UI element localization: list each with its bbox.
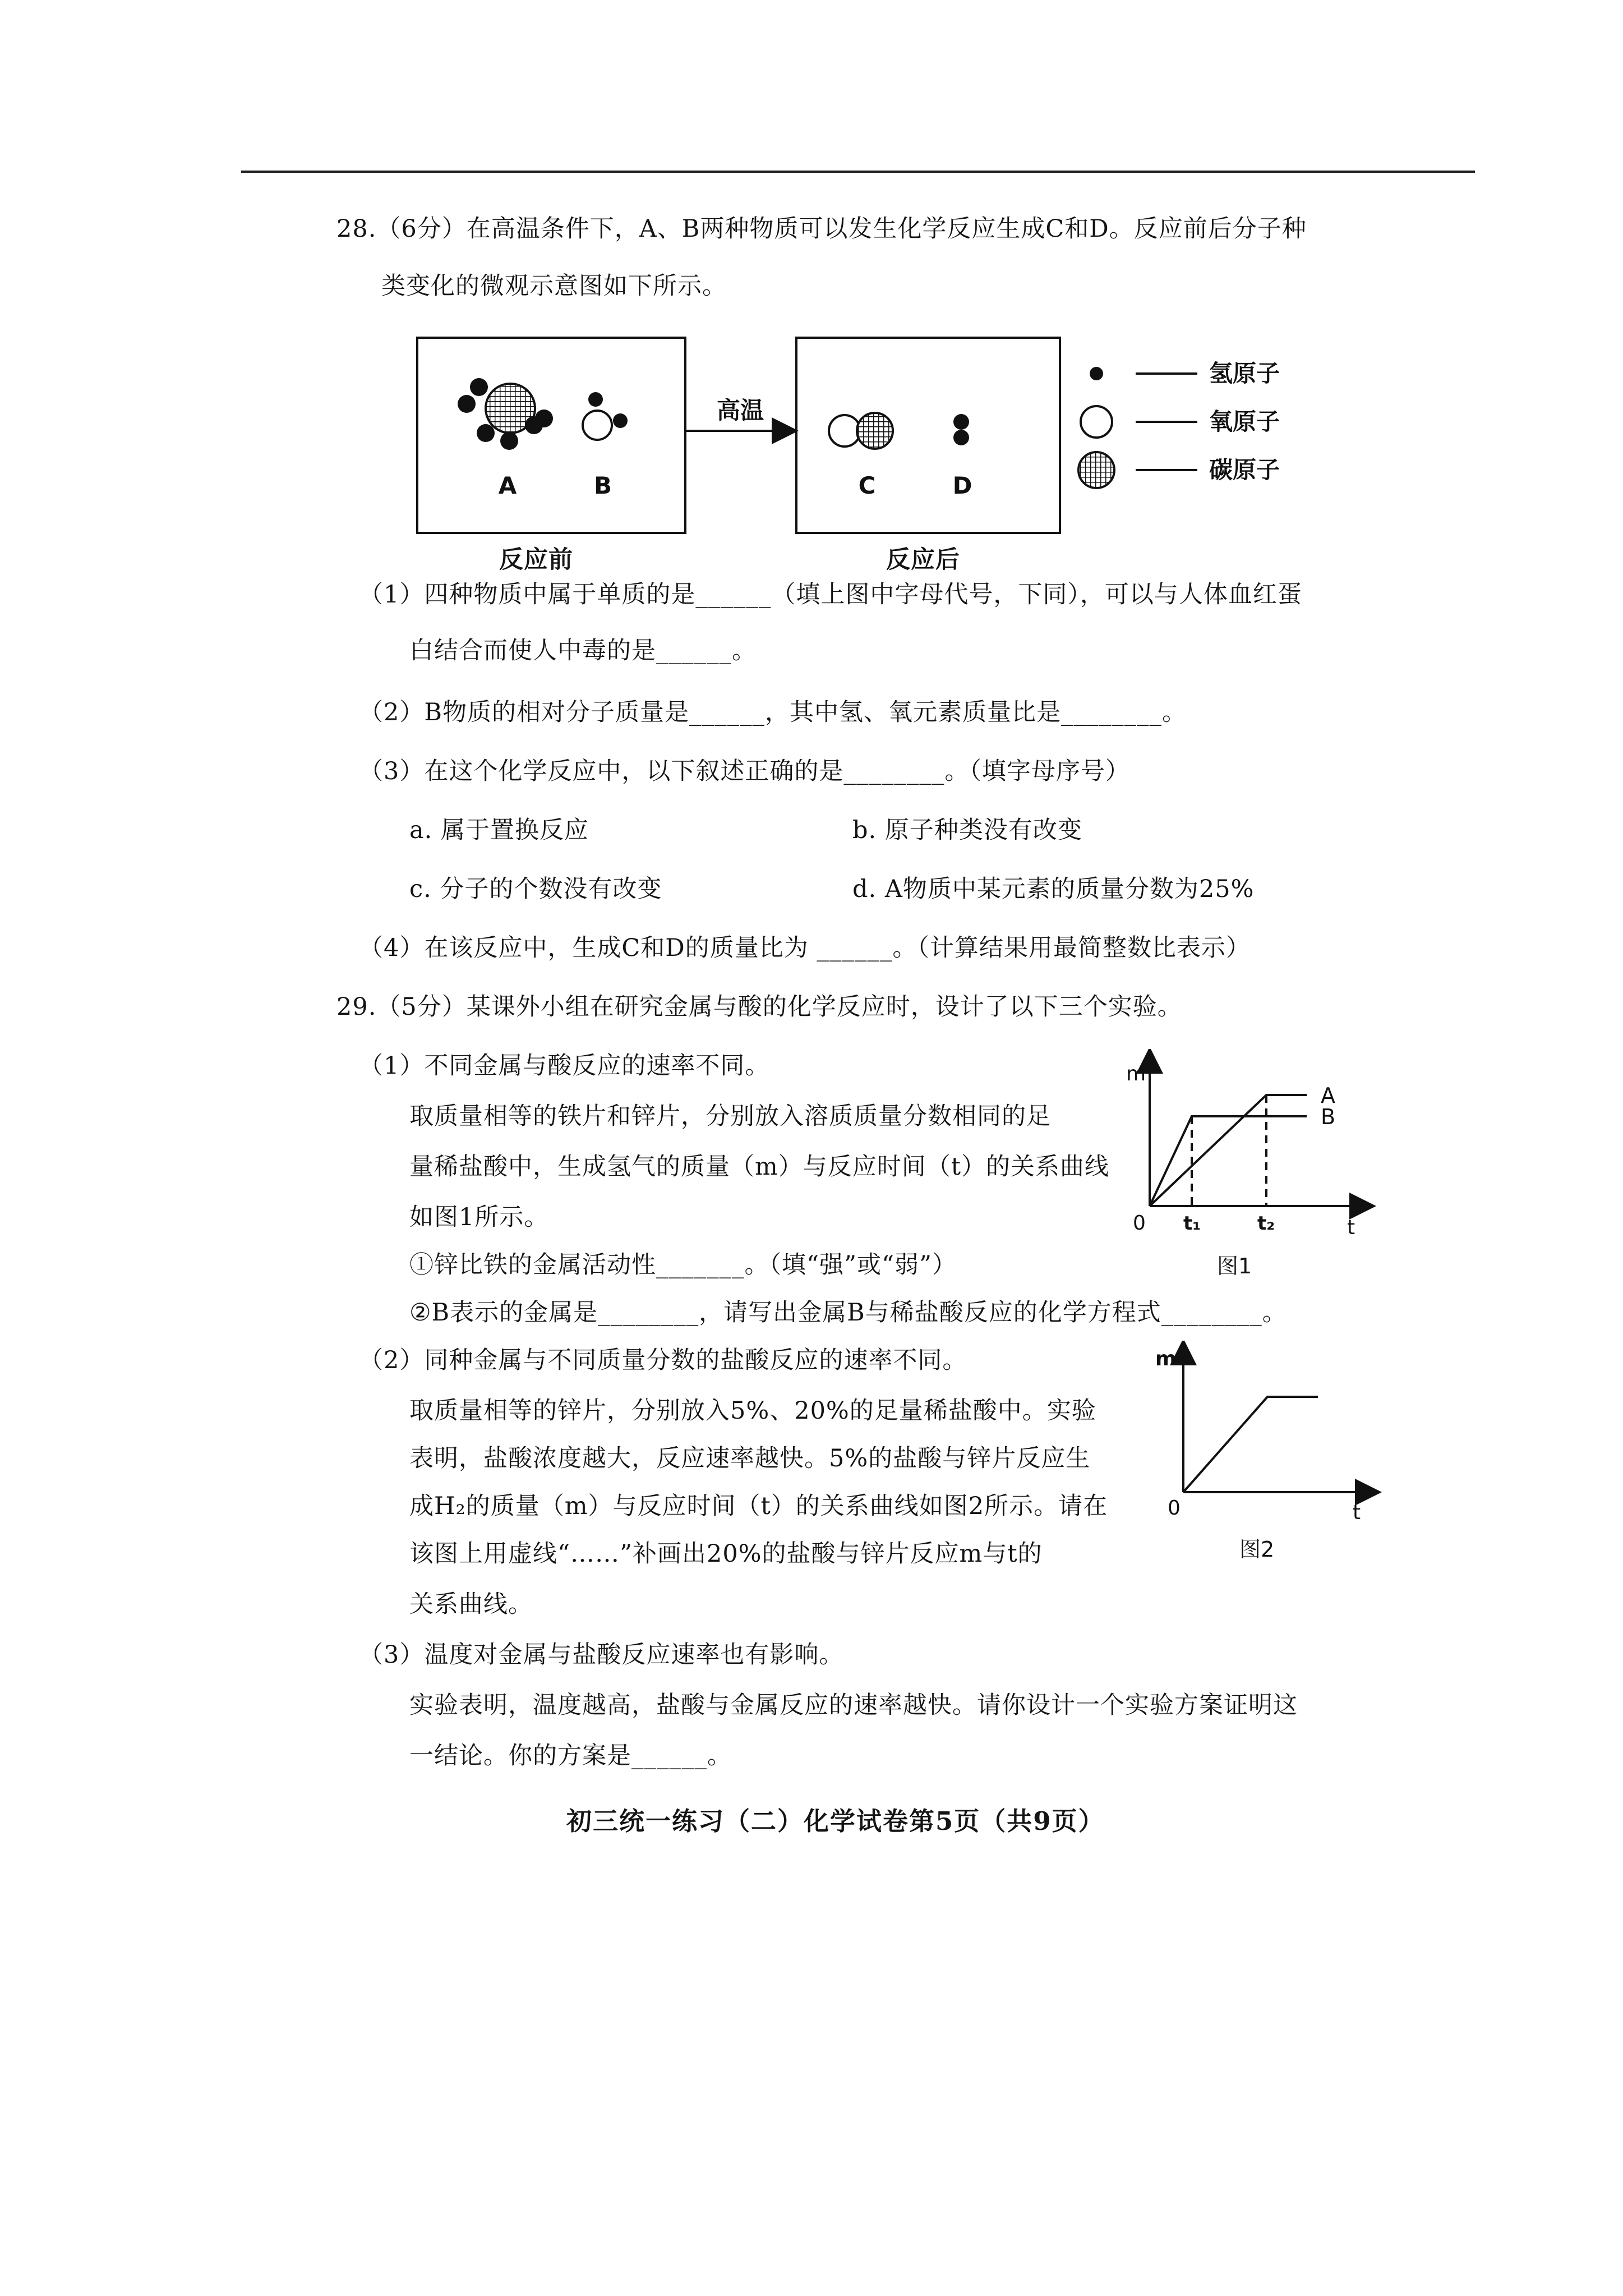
arrow-label: 高温 [716,397,764,424]
label-d: D [952,472,972,499]
fig1-series-b: B [1321,1105,1336,1129]
q29-part1-q2: ②B表示的金属是________，请写出金属B与稀盐酸反应的化学方程式________。 [409,1299,1287,1327]
q28-option-d: d. A物质中某元素的质量分数为25% [852,875,1255,903]
q28-part1-cont: 白结合而使人中毒的是______。 [409,637,757,665]
page-footer: 初三统一练习（二）化学试卷第5页（共9页） [566,1806,1105,1836]
q28-title-cont: 类变化的微观示意图如下所示。 [381,272,727,300]
q29-part3-line1: 实验表明，温度越高，盐酸与金属反应的速率越快。请你设计一个实验方案证明这 [409,1691,1298,1719]
legend-oxygen-label: 氧原子 [1209,408,1280,435]
fig2-caption: 图2 [1239,1537,1275,1562]
q28-part4: （4）在该反应中，生成C和D的质量比为 ______。（计算结果用最简整数比表示） [359,934,1251,962]
label-c: C [858,472,876,499]
fig1-tick-t1: t₁ [1183,1212,1201,1235]
q29-part3-head: （3）温度对金属与盐酸反应速率也有影响。 [359,1641,844,1669]
q29-part2-head: （2）同种金属与不同质量分数的盐酸反应的速率不同。 [359,1346,967,1374]
before-caption: 反应前 [499,546,573,574]
fig1-caption: 图1 [1217,1254,1252,1278]
q29-part2-line5: 关系曲线。 [409,1590,533,1618]
q29-part2-line2: 表明，盐酸浓度越大，反应速率越快。5%的盐酸与锌片反应生 [409,1444,1091,1473]
figure-1 [1116,1049,1380,1285]
after-caption: 反应后 [886,546,960,574]
label-a: A [498,472,517,499]
molecule-b [583,392,628,440]
q28-title: 28.（6分）在高温条件下，A、B两种物质可以发生化学反应生成C和D。反应前后分子种 [336,215,1307,243]
fig2-origin: 0 [1168,1497,1181,1520]
q28-option-b: b. 原子种类没有改变 [852,816,1082,844]
label-b: B [593,472,612,499]
before-box [417,338,685,533]
legend [1078,360,1280,488]
q28-option-a: a. 属于置换反应 [409,816,589,844]
fig1-tick-t2: t₂ [1257,1212,1275,1235]
fig2-x-label: t [1353,1501,1361,1524]
reaction-diagram [404,325,1335,578]
q29-part1-q1: ①锌比铁的金属活动性_______。（填“强”或“弱”） [409,1251,957,1279]
fig2-y-label: m [1155,1347,1177,1370]
fig1-y-label: m [1126,1062,1146,1085]
q28-part1: （1）四种物质中属于单质的是______（填上图中字母代号，下同），可以与人体血红蛋 [359,581,1302,609]
figure-2 [1155,1341,1391,1565]
fig1-x-label: t [1347,1216,1355,1239]
molecule-d [953,414,969,445]
molecule-c [829,413,893,449]
q29-title: 29.（5分）某课外小组在研究金属与酸的化学反应时，设计了以下三个实验。 [336,993,1182,1021]
fig1-series-a: A [1321,1083,1335,1108]
legend-carbon-icon [1078,452,1114,488]
q28-option-c: c. 分子的个数没有改变 [409,875,662,903]
q29-part1-line3: 如图1所示。 [409,1203,549,1231]
molecule-a [458,378,553,450]
header-rule [241,171,1475,173]
legend-hydrogen-icon [1090,367,1103,380]
fig1-curve-a [1150,1095,1307,1206]
q28-part2: （2）B物质的相对分子质量是______，其中氢、氧元素质量比是________。 [359,698,1187,726]
q29-part1-line1: 取质量相等的铁片和锌片，分别放入溶质质量分数相同的足 [409,1102,1051,1130]
legend-oxygen-icon [1081,406,1112,438]
legend-hydrogen-label: 氢原子 [1209,360,1280,387]
fig1-origin: 0 [1133,1212,1146,1235]
q29-part1-head: （1）不同金属与酸反应的速率不同。 [359,1052,770,1080]
q29-part2-line1: 取质量相等的锌片，分别放入5%、20%的足量稀盐酸中。实验 [409,1397,1096,1425]
q29-part2-line4: 该图上用虚线“……”补画出20%的盐酸与锌片反应m与t的 [409,1540,1043,1568]
fig2-curve-5pct [1183,1397,1318,1492]
q29-part2-line3: 成H₂的质量（m）与反应时间（t）的关系曲线如图2所示。请在 [409,1492,1108,1520]
q29-part1-line2: 量稀盐酸中，生成氢气的质量（m）与反应时间（t）的关系曲线 [409,1153,1110,1181]
q28-part3: （3）在这个化学反应中，以下叙述正确的是________。（填字母序号） [359,757,1130,785]
legend-carbon-label: 碳原子 [1209,456,1280,484]
q29-part3-line2: 一结论。你的方案是______。 [409,1742,732,1770]
